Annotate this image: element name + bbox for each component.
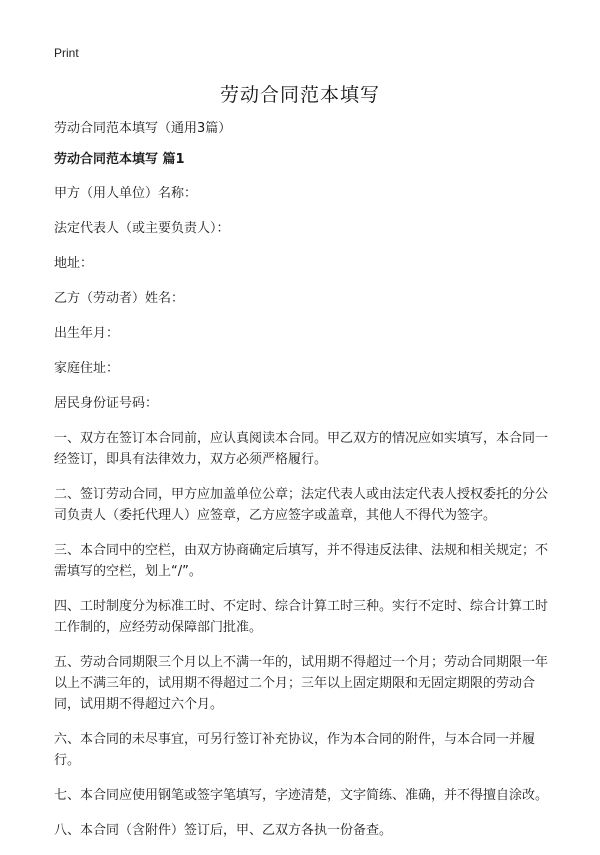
field-employer-name: 甲方（用人单位）名称： [54,186,198,201]
document-subtitle: 劳动合同范本填写（通用3篇） [54,121,232,136]
document-body [54,118,554,855]
clause-7: 七、本合同应使用钢笔或签字笔填写，字迹清楚，文字简练、准确，并不得擅自涂改。 [54,788,549,803]
clause-4: 四、工时制度分为标准工时、不定时、综合计算工时三种。实行不定时、综合计算工时工作制的，应经劳动保障部门批准。 [54,599,549,635]
clause-8: 八、本合同（含附件）签订后，甲、乙双方各执一份备查。 [54,823,393,838]
clause-3: 三、本合同中的空栏，由双方协商确定后填写，并不得违反法律、法规和相关规定；不需填写的空栏，划上“/”。 [54,543,549,579]
field-home-address: 家庭住址： [54,361,120,376]
clause-5: 五、劳动合同期限三个月以上不满一年的，试用期不得超过一个月；劳动合同期限一年以上不满三年的，试用期不得超过二个月；三年以上固定期限和无固定期限的劳动合同，试用期不得超过六个月。 [54,655,549,712]
clause-6: 六、本合同的未尽事宜，可另行签订补充协议，作为本合同的附件，与本合同一并履行。 [54,732,536,768]
field-legal-representative: 法定代表人（或主要负责人）： [54,221,230,236]
clause-1: 一、双方在签订本合同前，应认真阅读本合同。甲乙双方的情况应如实填写，本合同一经签订，即具有法律效力，双方必须严格履行。 [54,431,549,467]
clause-2: 二、签订劳动合同，甲方应加盖单位公章；法定代表人或由法定代表人授权委托的分公司负责人（委托代理人）应签章，乙方应签字或盖章，其他人不得代为签字。 [54,487,549,523]
field-id-number: 居民身份证号码： [54,396,159,411]
print-link[interactable]: Print [54,46,79,60]
field-address: 地址： [54,256,94,271]
document-title: 劳动合同范本填写 [219,84,380,106]
field-employee-name: 乙方（劳动者）姓名： [54,291,185,306]
field-birth-date: 出生年月： [54,326,120,341]
section-heading: 劳动合同范本填写 篇1 [54,152,185,167]
